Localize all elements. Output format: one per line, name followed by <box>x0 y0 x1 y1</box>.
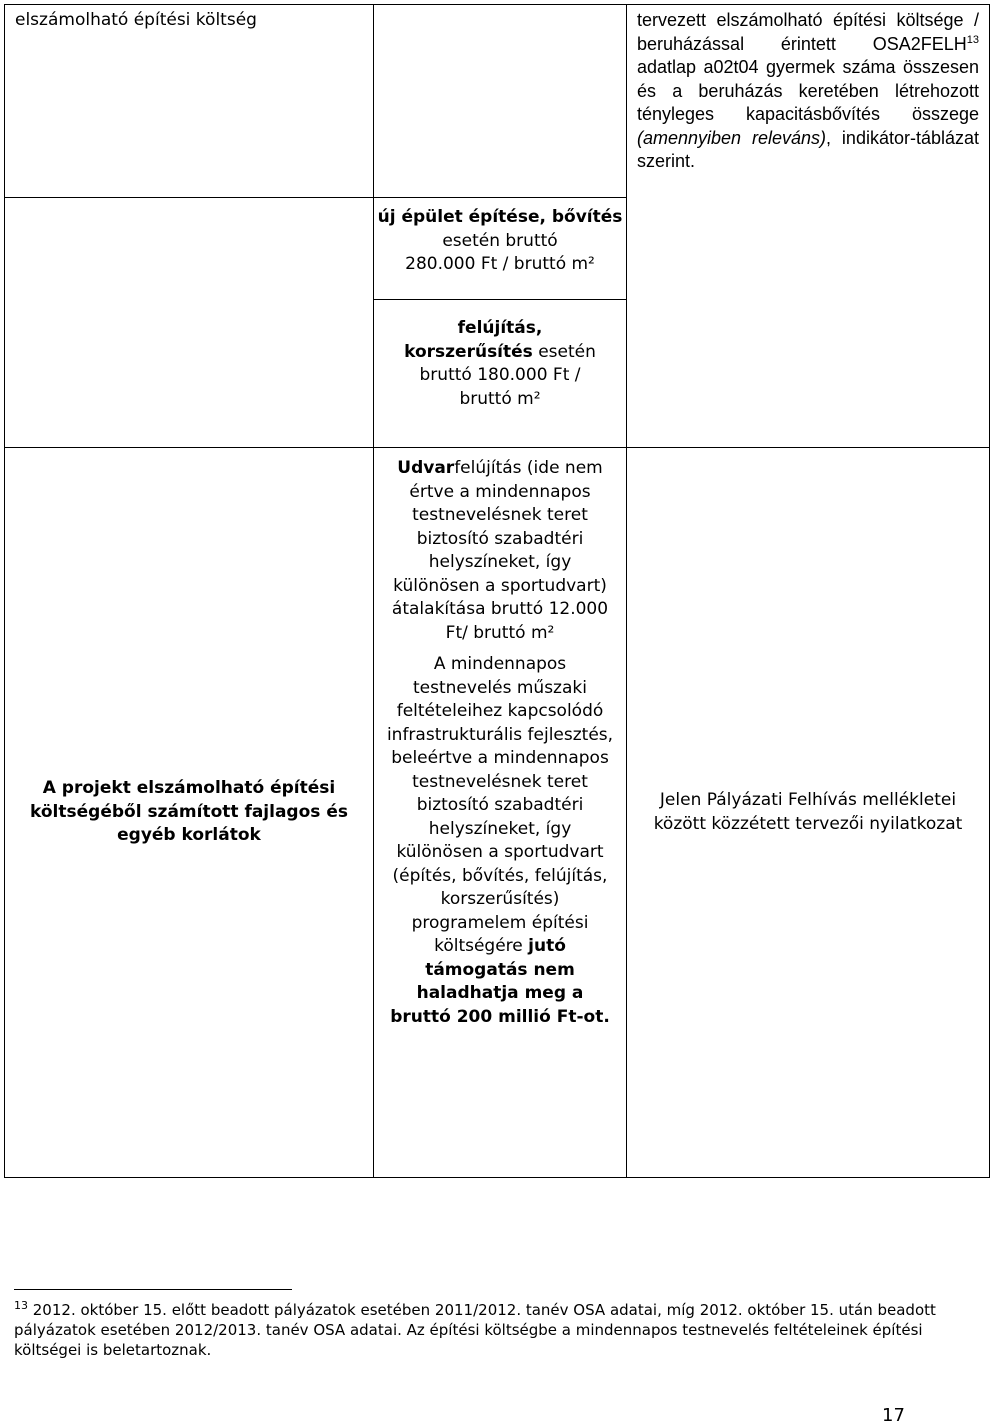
label-project-limits: A projekt elszámolható építési költségéből számított fajlagos és egyéb korlátok <box>5 448 374 1178</box>
cost-limits-table <box>4 4 990 1178</box>
footnote: $^{13}$ 2012. október 15. előtt beadott pályázatok esetében 2011/2012. tanév OSA adatai, míg 2012. október 15. után beadott pályázatok esetében 2012/2013. tanév OSA adatai. Az építési költségbe a mindennapos testnevelés feltételeinek építési költségei is beletartoznak. <box>14 1299 936 1359</box>
empty-cell <box>5 300 374 448</box>
empty-cell <box>374 5 627 198</box>
source-designer-statement: Jelen Pályázati Felhívás mellékletei között közzétett tervezői nyilatkozat <box>627 448 990 1178</box>
empty-cell <box>5 198 374 300</box>
limits-description <box>374 448 627 1178</box>
limit-renovation: felújítás, korszerűsítés esetén bruttó 180.000 Ft / bruttó m² <box>374 300 627 448</box>
footnote-separator <box>14 1289 292 1290</box>
label-eligible-construction-cost: elszámolható építési költség <box>5 5 374 198</box>
footnote-ref: 13 <box>966 33 979 46</box>
yard-renovation-limit: Udvarfelújítás (ide nem értve a mindennapos testnevelésnek teret biztosító szabadtéri helyszíneket, így különösen a sportudvart) átalakítása bruttó 12.000 Ft/ bruttó m² <box>391 458 609 643</box>
page-number: 17 <box>882 1405 905 1426</box>
pe-support-limit: A mindennapos testnevelés műszaki feltételeihez kapcsolódó infrastrukturális fejlesztés, beleértve a mindennapos testnevelésnek teret biztosító szabadtéri helyszíneket, így különösen a sportudvart (építés, bővítés, felújítás, korszerűsítés) programelem építési költségére jutó támogatás nem haladhatja meg a bruttó 200 millió Ft-ot. <box>386 654 614 1027</box>
cost-calculation-description: tervezett elszámolható építési költsége / beruházással érintett OSA2FELH$^{13}$ adatlap a02t04 gyermek száma összesen és a beruházás keretében létrehozott tényleges kapacitásbővítés összege (amennyiben releváns), indikátor-táblázat szerint. <box>627 5 990 448</box>
limit-new-building: új épület építése, bővítés esetén bruttó 280.000 Ft / bruttó m² <box>374 198 627 300</box>
